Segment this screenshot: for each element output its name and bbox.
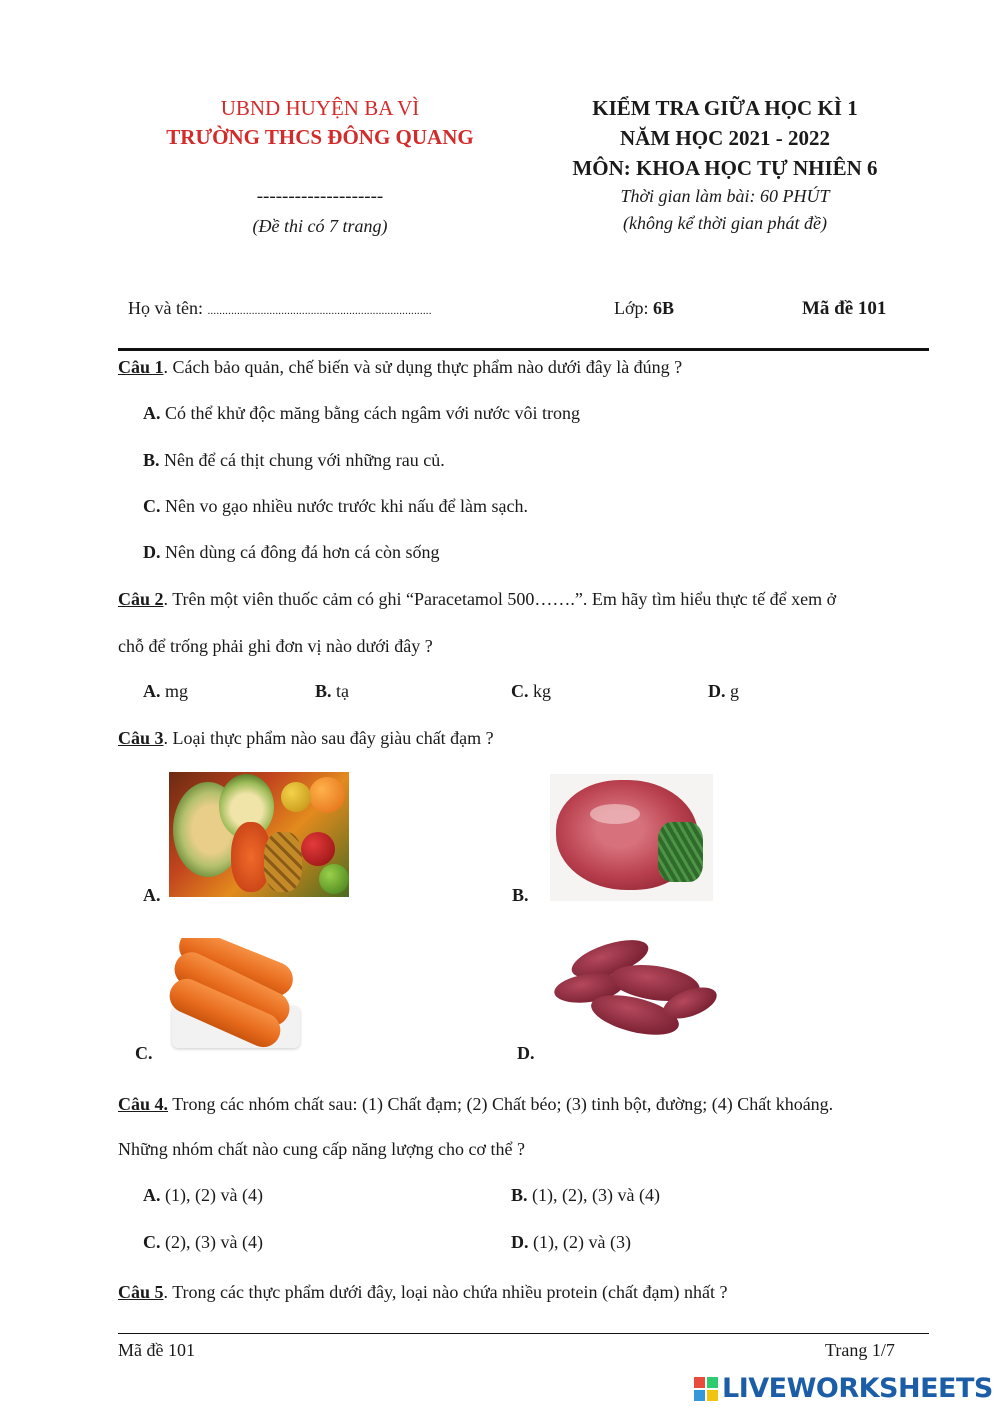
option-text: Nên để cá thịt chung với những rau củ. [159, 450, 445, 470]
option-text: Nên dùng cá đông đá hơn cá còn sống [160, 542, 440, 562]
duration: Thời gian làm bài: 60 PHÚT [620, 186, 830, 206]
logo-square-yellow [707, 1390, 718, 1401]
q3-option-d-letter[interactable] [517, 1043, 535, 1064]
meat-image[interactable] [550, 774, 713, 901]
exam-title: KIỂM TRA GIỮA HỌC KÌ 1 [592, 96, 858, 120]
option-letter: A. [143, 1185, 161, 1205]
logo-text: LIVEWORKSHEETS [722, 1373, 993, 1404]
option-letter: A. [143, 403, 161, 423]
exam-code: Mã đề 101 [802, 298, 887, 319]
option-text: (1), (2) và (4) [160, 1185, 263, 1205]
option-letter: C. [143, 1232, 161, 1252]
option-letter: D. [143, 542, 161, 562]
q4-option-a[interactable] [143, 1185, 263, 1206]
option-text: g [725, 681, 739, 701]
q1-option-b[interactable] [143, 450, 445, 471]
liveworksheets-logo [692, 1371, 992, 1407]
q2-option-a[interactable] [143, 681, 188, 702]
question-5 [118, 1282, 727, 1303]
student-name-line[interactable] [128, 298, 432, 319]
question-text: . Loại thực phẩm nào sau đây giàu chất đạm ? [163, 728, 494, 748]
option-letter: C. [511, 681, 529, 701]
class-value: 6B [653, 298, 675, 318]
question-text: . Trên một viên thuốc cảm có ghi “Paracetamol 500…….”. Em hãy tìm hiểu thực tế để xem ở [163, 589, 837, 609]
q2-option-d[interactable] [708, 681, 739, 702]
option-text: kg [528, 681, 551, 701]
option-text: Nên vo gạo nhiều nước trước khi nấu để làm sạch. [160, 496, 528, 516]
q3-option-c-letter[interactable] [135, 1043, 153, 1064]
subject: MÔN: KHOA HỌC TỰ NHIÊN 6 [572, 156, 878, 180]
pages-note: (Đề thi có 7 trang) [252, 216, 388, 236]
option-letter: A. [143, 681, 161, 701]
orange [309, 777, 345, 813]
question-text: . Cách bảo quản, chế biến và sử dụng thực phẩm nào dưới đây là đúng ? [163, 357, 683, 377]
logo-square-green [707, 1377, 718, 1388]
option-letter: B. [143, 450, 160, 470]
option-letter: B. [512, 885, 529, 905]
option-letter: C. [135, 1043, 153, 1063]
option-letter: C. [143, 496, 161, 516]
fruits-image[interactable] [169, 772, 349, 897]
question-4 [118, 1094, 833, 1115]
header-rule [118, 348, 929, 351]
question-3 [118, 728, 494, 749]
option-text: (2), (3) và (4) [160, 1232, 263, 1252]
green-fruit [319, 864, 349, 894]
question-2-line2: chỗ để trống phải ghi đơn vị nào dưới đây ? [118, 636, 433, 656]
name-label: Họ và tên: [128, 298, 208, 318]
rosemary-sprig [658, 822, 703, 882]
sweet-potatoes-image[interactable] [550, 936, 720, 1046]
apple [301, 832, 335, 866]
option-letter: D. [517, 1043, 535, 1063]
question-4-line2: Những nhóm chất nào cung cấp năng lượng cho cơ thể ? [118, 1139, 525, 1159]
option-text: (1), (2), (3) và (4) [527, 1185, 660, 1205]
header-separator: -------------------- [256, 186, 384, 207]
q1-option-c[interactable] [143, 496, 528, 517]
question-number: Câu 3 [118, 728, 164, 748]
class-label: Lớp: [614, 298, 654, 318]
logo-square-red [694, 1377, 705, 1388]
logo-grid-icon [694, 1377, 718, 1401]
option-text: mg [160, 681, 189, 701]
q4-option-b[interactable] [511, 1185, 660, 1206]
option-text: Có thể khử độc măng bằng cách ngâm với nước vôi trong [160, 403, 580, 423]
authority-name: UBND HUYỆN BA VÌ [220, 96, 420, 120]
school-name: TRƯỜNG THCS ĐÔNG QUANG [166, 125, 474, 149]
duration-note: (không kể thời gian phát đề) [622, 213, 828, 233]
school-year: NĂM HỌC 2021 - 2022 [620, 126, 830, 150]
q4-option-d[interactable] [511, 1232, 631, 1253]
q3-option-b-letter[interactable] [512, 885, 529, 906]
question-2 [118, 589, 836, 610]
q4-option-c[interactable] [143, 1232, 263, 1253]
question-text: Trong các nhóm chất sau: (1) Chất đạm; (2) Chất béo; (3) tinh bột, đường; (4) Chất khoáng. [168, 1094, 834, 1114]
q2-option-c[interactable] [511, 681, 551, 702]
footer-rule [118, 1333, 929, 1334]
option-letter: D. [511, 1232, 529, 1252]
name-dots: ............................................................................ [207, 305, 432, 317]
question-number: Câu 1 [118, 357, 164, 377]
class-field [614, 298, 674, 319]
q1-option-d[interactable] [143, 542, 439, 563]
option-letter: B. [315, 681, 332, 701]
question-number: Câu 2 [118, 589, 164, 609]
footer-exam-code: Mã đề 101 [118, 1340, 195, 1360]
pineapple [264, 832, 302, 892]
carrots-image[interactable] [166, 938, 306, 1056]
option-letter: A. [143, 885, 161, 905]
option-text: tạ [331, 681, 350, 701]
lemon [281, 782, 311, 812]
marbling [590, 804, 640, 824]
question-text: . Trong các thực phẩm dưới đây, loại nào chứa nhiều protein (chất đạm) nhất ? [163, 1282, 728, 1302]
option-text: (1), (2) và (3) [528, 1232, 631, 1252]
question-1 [118, 357, 682, 378]
footer-page-number: Trang 1/7 [825, 1340, 895, 1360]
option-letter: D. [708, 681, 726, 701]
question-number: Câu 4. [118, 1094, 169, 1114]
logo-square-blue [694, 1390, 705, 1401]
q2-option-b[interactable] [315, 681, 349, 702]
question-number: Câu 5 [118, 1282, 164, 1302]
q3-option-a-letter[interactable] [143, 885, 161, 906]
option-letter: B. [511, 1185, 528, 1205]
q1-option-a[interactable] [143, 403, 580, 424]
